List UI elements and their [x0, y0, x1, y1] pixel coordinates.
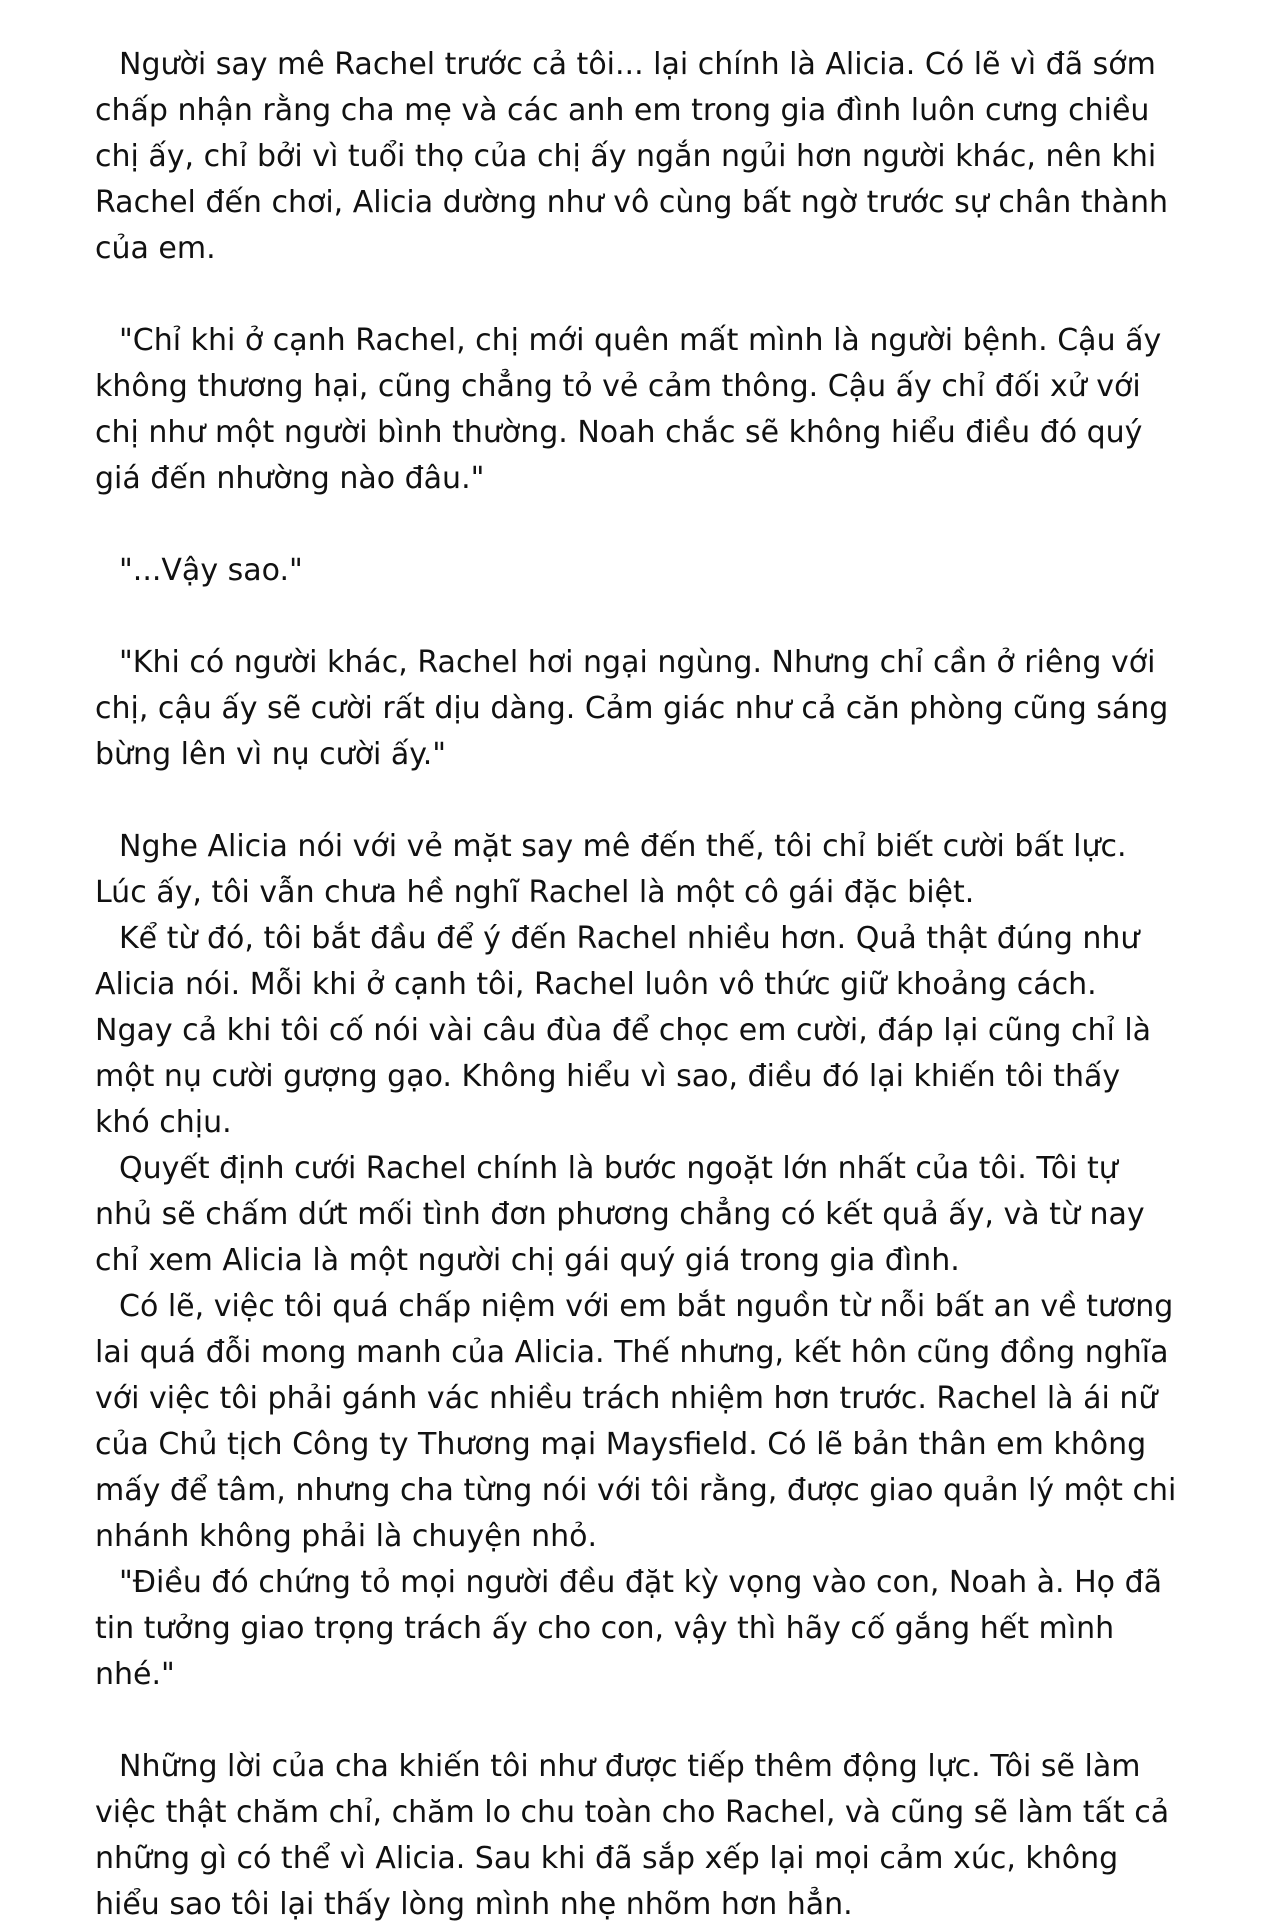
paragraph-2: "Chỉ khi ở cạnh Rachel, chị mới quên mất mình là người bệnh. Cậu ấy không thương hại, cũng chẳng tỏ vẻ cảm thông. Cậu ấy chỉ đối xử với chị như một người bình thường. Noah chắc sẽ không hiểu điều đó quý giá đến nhường nào đâu.": [95, 323, 1162, 496]
paragraph-1: Người say mê Rachel trước cả tôi... lại chính là Alicia. Có lẽ vì đã sớm chấp nhận rằng cha mẹ và các anh em trong gia đình luôn cưng chiều chị ấy, chỉ bởi vì tuổi thọ của chị ấy ngắn ngủi hơn người khác, nên khi Rachel đến chơi, Alicia dường như vô cùng bất ngờ trước sự chân thành của em.: [95, 47, 1168, 266]
paragraph-9: "Điều đó chứng tỏ mọi người đều đặt kỳ vọng vào con, Noah à. Họ đã tin tưởng giao trọng trách ấy cho con, vậy thì hãy cố gắng hết mình nhé.": [95, 1565, 1162, 1692]
paragraph-gap: [95, 272, 1180, 318]
paragraph-5: Nghe Alicia nói với vẻ mặt say mê đến thế, tôi chỉ biết cười bất lực. Lúc ấy, tôi vẫn chưa hề nghĩ Rachel là một cô gái đặc biệt.: [95, 829, 1127, 910]
paragraph-3: "...Vậy sao.": [119, 553, 303, 588]
paragraph-gap: [95, 502, 1180, 548]
paragraph-7: Quyết định cưới Rachel chính là bước ngoặt lớn nhất của tôi. Tôi tự nhủ sẽ chấm dứt mối tình đơn phương chẳng có kết quả ấy, và từ nay chỉ xem Alicia là một người chị gái quý giá trong gia đình.: [95, 1151, 1145, 1278]
story-text: [95, 42, 1180, 1928]
paragraph-4: "Khi có người khác, Rachel hơi ngại ngùng. Nhưng chỉ cần ở riêng với chị, cậu ấy sẽ cười rất dịu dàng. Cảm giác như cả căn phòng cũng sáng bừng lên vì nụ cười ấy.": [95, 645, 1169, 772]
paragraph-6: Kể từ đó, tôi bắt đầu để ý đến Rachel nhiều hơn. Quả thật đúng như Alicia nói. Mỗi khi ở cạnh tôi, Rachel luôn vô thức giữ khoảng cách. Ngay cả khi tôi cố nói vài câu đùa để chọc em cười, đáp lại cũng chỉ là một nụ cười gượng gạo. Không hiểu vì sao, điều đó lại khiến tôi thấy khó chịu.: [95, 921, 1152, 1140]
paragraph-gap: [95, 594, 1180, 640]
paragraph-gap: [95, 778, 1180, 824]
paragraph-8: Có lẽ, việc tôi quá chấp niệm với em bắt nguồn từ nỗi bất an về tương lai quá đỗi mong manh của Alicia. Thế nhưng, kết hôn cũng đồng nghĩa với việc tôi phải gánh vác nhiều trách nhiệm hơn trước. Rachel là ái nữ của Chủ tịch Công ty Thương mại Maysfield. Có lẽ bản thân em không mấy để tâm, nhưng cha từng nói với tôi rằng, được giao quản lý một chi nhánh không phải là chuyện nhỏ.: [95, 1289, 1177, 1554]
paragraph-10: Những lời của cha khiến tôi như được tiếp thêm động lực. Tôi sẽ làm việc thật chăm chỉ, chăm lo chu toàn cho Rachel, và cũng sẽ làm tất cả những gì có thể vì Alicia. Sau khi đã sắp xếp lại mọi cảm xúc, không hiểu sao tôi lại thấy lòng mình nhẹ nhõm hơn hẳn.: [95, 1749, 1170, 1922]
paragraph-gap: [95, 1698, 1180, 1744]
